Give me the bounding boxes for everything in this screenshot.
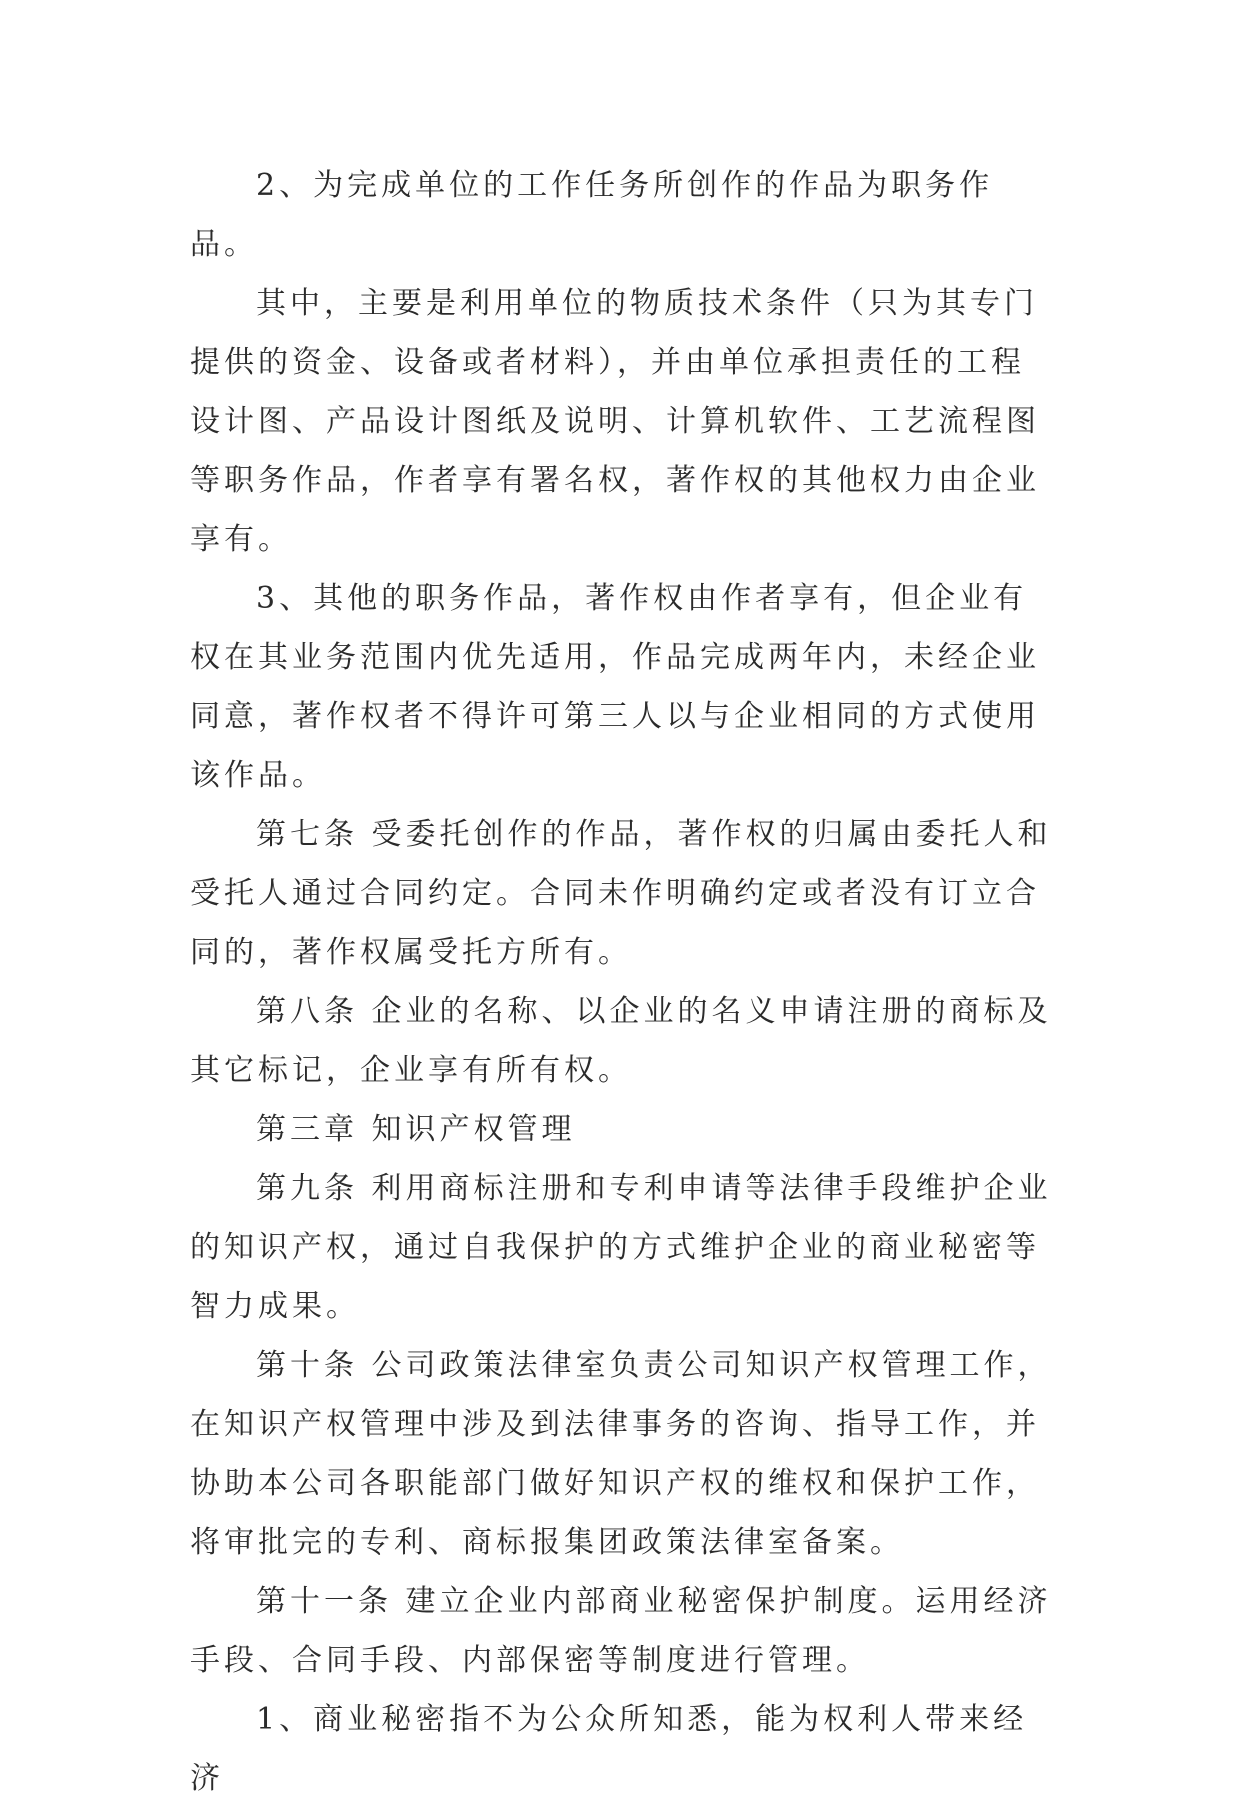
- paragraph-article-7: 第七条 受委托创作的作品，著作权的归属由委托人和受托人通过合同约定。合同未作明确约定或者没有订立合同的，著作权属受托方所有。: [190, 817, 1052, 970]
- paragraph-article-10: 第十条 公司政策法律室负责公司知识产权管理工作，在知识产权管理中涉及到法律事务的咨询、指导工作，并协助本公司各职能部门做好知识产权的维权和保护工作，将审批完的专利、商标报集团政策法律室备案。: [190, 1348, 1052, 1560]
- paragraph-other-work-products: 3、其他的职务作品，著作权由作者享有，但企业有权在其业务范围内优先适用，作品完成两年内，未经企业同意，著作权者不得许可第三人以与企业相同的方式使用该作品。: [190, 581, 1040, 793]
- paragraph-trade-secret-definition: 1、商业秘密指不为公众所知悉，能为权利人带来经济: [190, 1702, 1028, 1796]
- paragraph-work-product-details: 其中，主要是利用单位的物质技术条件（只为其专门提供的资金、设备或者材料），并由单位承担责任的工程设计图、产品设计图纸及说明、计算机软件、工艺流程图等职务作品，作者享有署名权，著作权的其他权力由企业享有。: [190, 286, 1040, 557]
- paragraph-article-8: 第八条 企业的名称、以企业的名义申请注册的商标及其它标记，企业享有所有权。: [190, 994, 1052, 1088]
- chapter-3-heading: 第三章 知识产权管理: [256, 1112, 576, 1147]
- paragraph-article-11: 第十一条 建立企业内部商业秘密保护制度。运用经济手段、合同手段、内部保密等制度进行管理。: [190, 1584, 1052, 1678]
- paragraph-work-product-definition: 2、为完成单位的工作任务所创作的作品为职务作品。: [190, 168, 994, 262]
- document-body: [190, 156, 1052, 1808]
- paragraph-article-9: 第九条 利用商标注册和专利申请等法律手段维护企业的知识产权，通过自我保护的方式维护企业的商业秘密等智力成果。: [190, 1171, 1052, 1324]
